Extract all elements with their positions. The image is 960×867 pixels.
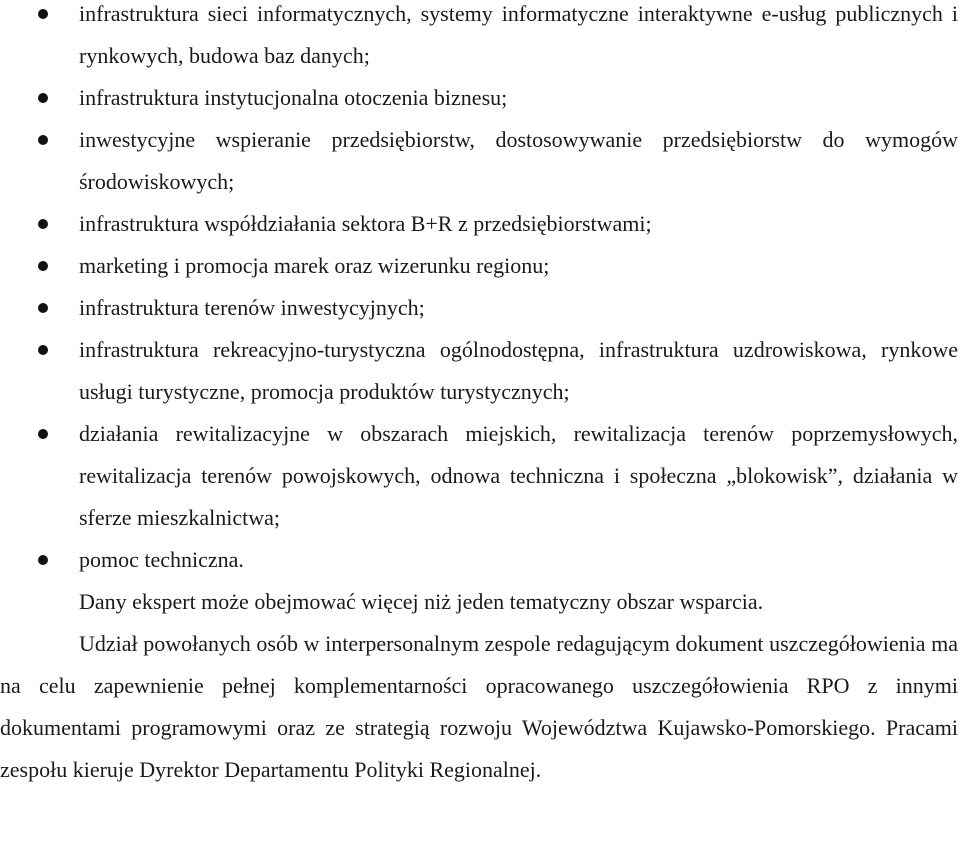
list-item bbox=[0, 203, 958, 245]
team-paragraph: Udział powołanych osób w interpersonalnym zespole redagującym dokument uszczegółowienia ma na celu zapewnienie pełnej komplementarności opracowanego uszczegółowienia RPO z innymi dokumentami programowymi oraz ze strategią rozwoju Województwa Kujawsko-Pomorskiego. Pracami zespołu kieruje Dyrektor Departamentu Polityki Regionalnej. bbox=[0, 631, 958, 782]
list-item bbox=[0, 329, 958, 413]
list-item bbox=[0, 0, 958, 77]
list-item bbox=[0, 413, 958, 539]
bullet-icon bbox=[38, 555, 48, 565]
list-item-text: inwestycyjne wspieranie przedsiębiorstw, dostosowywanie przedsiębiorstw do wymogów środowiskowych; bbox=[79, 127, 958, 194]
list-item-text: infrastruktura współdziałania sektora B+R z przedsiębiorstwami; bbox=[79, 211, 652, 236]
bullet-icon bbox=[38, 261, 48, 271]
bullet-icon bbox=[38, 9, 48, 19]
list-item-text: infrastruktura sieci informatycznych, systemy informatyczne interaktywne e-usług publicznych i rynkowych, budowa baz danych; bbox=[79, 1, 958, 68]
list-item-text: infrastruktura instytucjonalna otoczenia biznesu; bbox=[79, 85, 508, 110]
bullet-icon bbox=[38, 303, 48, 313]
list-item bbox=[0, 245, 958, 287]
list-item bbox=[0, 77, 958, 119]
list-item-text: działania rewitalizacyjne w obszarach miejskich, rewitalizacja terenów poprzemysłowych, rewitalizacja terenów powojskowych, odnowa techniczna i społeczna „blokowisk”, działania w sferze mieszkalnictwa; bbox=[79, 421, 958, 530]
expert-note: Dany ekspert może obejmować więcej niż jeden tematyczny obszar wsparcia. bbox=[79, 589, 764, 614]
list-item-text: infrastruktura terenów inwestycyjnych; bbox=[79, 295, 425, 320]
list-item-text: marketing i promocja marek oraz wizerunku regionu; bbox=[79, 253, 550, 278]
bullet-icon bbox=[38, 219, 48, 229]
bullet-icon bbox=[38, 135, 48, 145]
bullet-icon bbox=[38, 429, 48, 439]
list-item bbox=[0, 287, 958, 329]
list-item bbox=[0, 539, 958, 581]
bullet-icon bbox=[38, 93, 48, 103]
list-item-text: infrastruktura rekreacyjno-turystyczna ogólnodostępna, infrastruktura uzdrowiskowa, rynkowe usługi turystyczne, promocja produktów turystycznych; bbox=[79, 337, 958, 404]
bullet-icon bbox=[38, 345, 48, 355]
list-item bbox=[0, 119, 958, 203]
list-item-text: pomoc techniczna. bbox=[79, 547, 244, 572]
